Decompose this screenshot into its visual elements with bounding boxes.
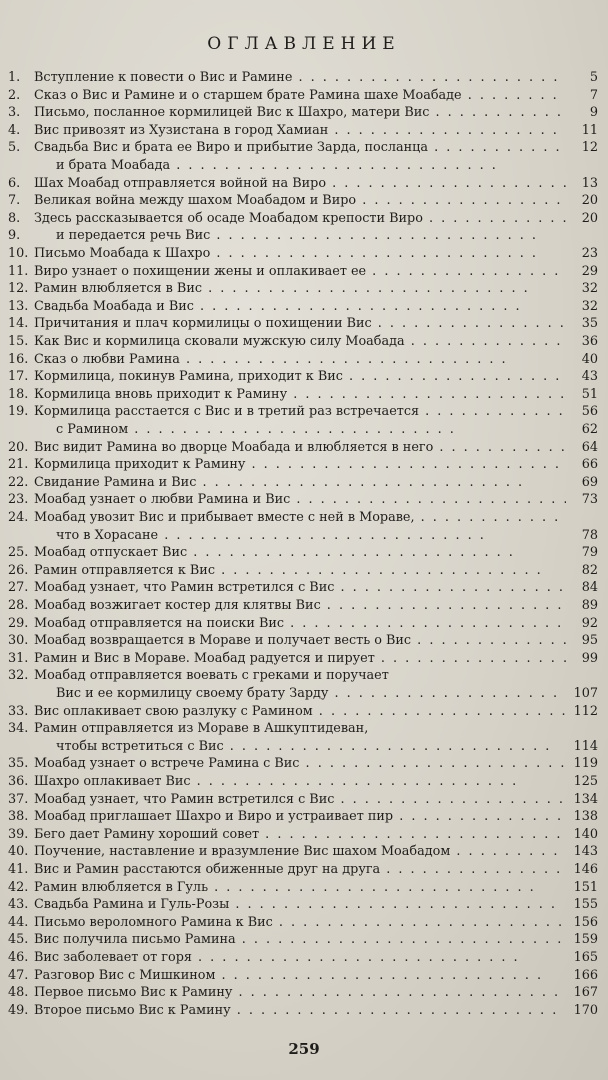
toc-entry-title: Рамин отправляется из Мораве в Ашкуптидеван, (34, 721, 369, 737)
toc-entry-page: 112 (573, 703, 598, 719)
toc-entry-title: Вис и ее кормилицу своему брату Зарду . . (56, 684, 566, 703)
toc-entry (8, 913, 600, 932)
toc-entry (8, 895, 600, 914)
toc-entry-number: 13. (8, 298, 29, 314)
toc-entry (8, 878, 600, 897)
toc-entry-page: 32 (581, 281, 598, 297)
toc-entry-number: 5. (8, 140, 21, 156)
toc-entry (8, 367, 600, 386)
toc-entry-title: Рамин влюбляется в Вис . . (34, 279, 566, 298)
toc-entry-page: 170 (573, 1002, 598, 1018)
toc-entry-number: 22. (8, 474, 29, 490)
toc-entry-page: 138 (573, 809, 598, 825)
toc-entry-page: 13 (581, 175, 598, 191)
toc-entry-title: Бего дает Рамину хороший совет . . (34, 825, 566, 844)
toc-entry-page: 84 (581, 580, 598, 596)
toc-entry-page: 151 (573, 879, 598, 895)
toc-entry-number: 33. (8, 703, 29, 719)
toc-entry-number: 10. (8, 246, 29, 261)
toc-entry-title: Моабад отправляется на поиски Вис . . (34, 614, 566, 633)
toc-entry-number: 15. (8, 334, 29, 349)
toc-entry (8, 473, 600, 492)
toc-entry-title: Шах Моабад отправляется войной на Виро . . (34, 174, 566, 193)
toc-entry-page: 32 (581, 298, 598, 314)
toc-entry-title: Письмо вероломного Рамина к Вис . . (34, 913, 566, 932)
toc-entry-title: и передается речь Вис . . (56, 226, 566, 245)
toc-entry-number: 12. (8, 281, 29, 297)
toc-entry (8, 385, 600, 404)
toc-entry-title: Моабад приглашает Шахро и Виро и устраивает пир . . (34, 807, 566, 826)
toc-entry (8, 825, 600, 844)
toc-entry-title: Свадьба Рамина и Гуль-Розы . . (34, 895, 566, 914)
toc-entry-number: 45. (8, 932, 29, 948)
toc-entry-title: Вис заболевает от горя . . (34, 948, 566, 967)
toc-entry-page: 20 (581, 193, 598, 209)
toc-entry-number: 46. (8, 950, 29, 965)
toc-entry-page: 12 (581, 140, 598, 156)
toc-entry-title: чтобы встретиться с Вис . . (56, 737, 566, 756)
toc-entry (8, 702, 600, 721)
toc-entry-number: 32. (8, 668, 29, 684)
toc-entry-number: 6. (8, 175, 21, 191)
toc-entry-page: 165 (573, 950, 598, 965)
toc-entry-page: 143 (573, 844, 598, 860)
toc-entry-page: 167 (573, 985, 598, 1001)
toc-entry-title: Кормилица расстается с Вис и в третий раз встречается . . (34, 402, 566, 421)
toc-entry-title: Как Вис и кормилица сковали мужскую силу Моабада . . (34, 332, 566, 351)
toc-entry-number: 17. (8, 369, 29, 385)
toc-entry (8, 226, 600, 245)
toc-entry-number: 31. (8, 650, 29, 666)
toc-entry (8, 631, 600, 650)
toc-entry-title: Моабад увозит Вис и прибывает вместе с ней в Мораве, . . (34, 508, 566, 527)
toc-entry (8, 860, 600, 879)
toc-entry-number: 16. (8, 351, 29, 367)
toc-entry (8, 156, 600, 175)
toc-entry (8, 209, 600, 228)
toc-entry-number: 44. (8, 914, 29, 930)
toc-entry-title: Моабад узнает о любви Рамина и Вис . . (34, 490, 566, 509)
toc-entry-page: 20 (581, 210, 598, 226)
toc-entry-page: 78 (581, 527, 598, 543)
toc-entry-title: Вис привозят из Хузистана в город Хамиан . . (34, 121, 566, 140)
toc-entry-number: 42. (8, 879, 29, 895)
toc-entry-page: 79 (581, 545, 598, 561)
toc-entry-title: Рамин влюбляется в Гуль . . (34, 878, 566, 897)
toc-entry-page: 66 (581, 457, 598, 473)
toc-entry-number: 4. (8, 122, 21, 138)
toc-entry (8, 244, 600, 263)
toc-entry-page: 82 (581, 562, 598, 578)
toc-entry-number: 1. (8, 70, 21, 85)
toc-entry-title: Поучение, наставление и вразумление Вис шахом Моабадом . . (34, 842, 566, 861)
toc-entry (8, 737, 600, 756)
toc-entry-number: 39. (8, 826, 29, 842)
toc-entry-page: 64 (581, 439, 598, 455)
toc-entry-number: 35. (8, 756, 29, 772)
toc-entry-title: Сказ о Вис и Рамине и о старшем брате Рамина шахе Моабаде . . (34, 86, 566, 105)
toc-entry (8, 561, 600, 580)
toc-entry (8, 68, 600, 87)
toc-entry-page: 73 (581, 492, 598, 508)
toc-entry-number: 49. (8, 1002, 29, 1018)
toc-entry-title: Моабад отправляется воевать с греками и поручает (34, 668, 389, 684)
toc-entry (8, 138, 600, 157)
toc-entry (8, 103, 600, 122)
toc-entry-title: Виро узнает о похищении жены и оплакивает ее . . (34, 262, 566, 281)
toc-entry-number: 3. (8, 105, 21, 121)
toc-entry (8, 508, 600, 527)
toc-entry-number: 34. (8, 721, 29, 737)
toc-entry (8, 526, 600, 545)
toc-entry-number: 18. (8, 386, 29, 402)
toc-entry-page: 43 (581, 369, 598, 385)
toc-entry (8, 578, 600, 597)
toc-entry-number: 37. (8, 791, 29, 807)
toc-entry-number: 21. (8, 457, 29, 473)
toc-entry (8, 420, 600, 439)
toc-entry-number: 40. (8, 844, 29, 860)
toc-entry-number: 30. (8, 633, 29, 649)
toc-entry-number: 47. (8, 967, 29, 983)
toc-entry-title: Шахро оплакивает Вис . . (34, 772, 566, 791)
toc-entry (8, 262, 600, 281)
toc-entry-number: 28. (8, 598, 29, 613)
toc-entry-page: 11 (581, 122, 598, 138)
toc-entry-number: 27. (8, 580, 29, 596)
toc-entry-number: 41. (8, 862, 29, 877)
toc-entry-title: Рамин и Вис в Мораве. Моабад радуется и пирует . . (34, 649, 566, 668)
toc-entry-number: 2. (8, 87, 21, 103)
toc-entry (8, 332, 600, 351)
toc-entry-page: 36 (581, 334, 598, 349)
toc-entry-page: 166 (573, 967, 598, 983)
toc-entry-page: 5 (589, 70, 598, 85)
toc-entry (8, 948, 600, 967)
toc-entry-page: 29 (581, 263, 598, 279)
toc-entry (8, 543, 600, 562)
toc-entry-page: 40 (581, 351, 598, 367)
toc-entry-title: Вступление к повести о Вис и Рамине . . (34, 68, 566, 87)
page-number: 259 (288, 1040, 320, 1058)
toc-entry (8, 174, 600, 193)
toc-entry-title: Свидание Рамина и Вис . . (34, 473, 566, 492)
toc-entry-number: 38. (8, 809, 29, 825)
toc-entry-number: 8. (8, 210, 21, 226)
toc-entry (8, 666, 600, 685)
toc-entry-page: 69 (581, 474, 598, 490)
toc-entry (8, 807, 600, 826)
toc-entry (8, 930, 600, 949)
toc-entry-page: 125 (573, 774, 598, 789)
toc-entry (8, 438, 600, 457)
toc-entry (8, 790, 600, 809)
toc-entry-title: Кормилица вновь приходит к Рамину . . (34, 385, 566, 404)
toc-entry-page: 89 (581, 598, 598, 613)
toc-entry-title: Первое письмо Вис к Рамину . . (34, 983, 566, 1002)
toc-entry-title: Вис и Рамин расстаются обиженные друг на друга . . (34, 860, 566, 879)
toc-entry-title: Вис видит Рамина во дворце Моабада и влюбляется в него . . (34, 438, 566, 457)
table-of-contents (0, 68, 608, 1028)
toc-entry-title: Свадьба Вис и брата ее Виро и прибытие Зарда, посланца . . (34, 138, 566, 157)
toc-entry-title: Кормилица приходит к Рамину . . (34, 455, 566, 474)
toc-entry-number: 7. (8, 193, 21, 209)
toc-entry-number: 36. (8, 774, 29, 789)
toc-entry-page: 99 (581, 650, 598, 666)
toc-entry-title: что в Хорасане . . (56, 526, 566, 545)
toc-entry (8, 86, 600, 105)
toc-entry (8, 314, 600, 333)
toc-entry-title: Разговор Вис с Мишкином . . (34, 966, 566, 985)
toc-entry-title: Моабад узнает, что Рамин встретился с Вис . . (34, 578, 566, 597)
toc-entry (8, 455, 600, 474)
toc-entry-page: 114 (573, 738, 598, 754)
toc-entry-number: 19. (8, 404, 29, 420)
toc-entry-title: Письмо Моабада к Шахро . . (34, 244, 566, 263)
toc-entry-page: 62 (581, 422, 598, 437)
toc-entry-title: Моабад узнает, что Рамин встретился с Вис . . (34, 790, 566, 809)
toc-entry (8, 649, 600, 668)
toc-entry-title: Сказ о любви Рамина . . (34, 350, 566, 369)
toc-entry-page: 140 (573, 826, 598, 842)
toc-entry-number: 11. (8, 263, 29, 279)
toc-entry-title: Причитания и плач кормилицы о похищении Вис . . (34, 314, 566, 333)
toc-entry-number: 23. (8, 492, 29, 508)
toc-entry (8, 297, 600, 316)
toc-entry (8, 966, 600, 985)
toc-entry-page: 134 (573, 791, 598, 807)
toc-entry-page: 35 (581, 316, 598, 332)
toc-entry (8, 754, 600, 773)
toc-entry (8, 719, 600, 738)
toc-entry (8, 684, 600, 703)
toc-entry-title: Великая война между шахом Моабадом и Виро . . (34, 191, 566, 210)
toc-entry (8, 983, 600, 1002)
toc-entry-number: 9. (8, 228, 21, 244)
toc-entry (8, 191, 600, 210)
toc-entry-page: 92 (581, 615, 598, 631)
toc-entry-page: 9 (589, 105, 598, 121)
toc-entry (8, 279, 600, 298)
toc-entry-title: Моабад возвращается в Мораве и получает весть о Вис . . (34, 631, 566, 650)
toc-entry (8, 842, 600, 861)
toc-entry-number: 48. (8, 985, 29, 1001)
toc-entry-number: 29. (8, 615, 29, 631)
toc-entry-page: 155 (573, 897, 598, 913)
toc-entry-title: Рамин отправляется к Вис . . (34, 561, 566, 580)
toc-entry-title: Моабад отпускает Вис . . (34, 543, 566, 562)
toc-entry-page: 56 (581, 404, 598, 420)
toc-entry-page: 107 (573, 686, 598, 701)
toc-entry-page: 7 (589, 87, 598, 103)
toc-entry (8, 1001, 600, 1020)
toc-entry-page: 156 (573, 914, 598, 930)
toc-entry-page: 51 (581, 386, 598, 402)
toc-entry (8, 772, 600, 791)
toc-entry-title: и брата Моабада . . (56, 156, 566, 175)
toc-entry-title: Второе письмо Вис к Рамину . . (34, 1001, 566, 1020)
toc-entry-title: с Рамином . . (56, 420, 566, 439)
toc-entry (8, 121, 600, 140)
toc-entry-number: 20. (8, 439, 29, 455)
toc-entry-number: 43. (8, 897, 29, 913)
toc-entry-page: 23 (581, 246, 598, 261)
toc-entry-number: 24. (8, 510, 29, 525)
toc-entry-title: Вис получила письмо Рамина . . (34, 930, 566, 949)
toc-entry-page: 119 (573, 756, 598, 772)
page-title: ОГЛАВЛЕНИЕ (207, 34, 401, 54)
toc-entry (8, 596, 600, 615)
toc-entry-number: 25. (8, 545, 29, 561)
toc-entry (8, 490, 600, 509)
toc-entry-title: Здесь рассказывается об осаде Моабадом крепости Виро . . (34, 209, 566, 228)
toc-entry-title: Моабад узнает о встрече Рамина с Вис . . (34, 754, 566, 773)
toc-entry-title: Письмо, посланное кормилицей Вис к Шахро, матери Вис . . (34, 103, 566, 122)
toc-entry-title: Моабад возжигает костер для клятвы Вис . . (34, 596, 566, 615)
toc-entry-number: 26. (8, 562, 29, 578)
toc-entry (8, 614, 600, 633)
toc-entry-title: Кормилица, покинув Рамина, приходит к Вис . . (34, 367, 566, 386)
toc-entry-page: 159 (573, 932, 598, 948)
toc-entry (8, 402, 600, 421)
toc-entry (8, 350, 600, 369)
toc-entry-page: 146 (573, 862, 598, 877)
toc-entry-title: Свадьба Моабада и Вис . . (34, 297, 566, 316)
toc-entry-title: Вис оплакивает свою разлуку с Рамином . . (34, 702, 566, 721)
toc-entry-number: 14. (8, 316, 29, 332)
toc-entry-page: 95 (581, 633, 598, 649)
